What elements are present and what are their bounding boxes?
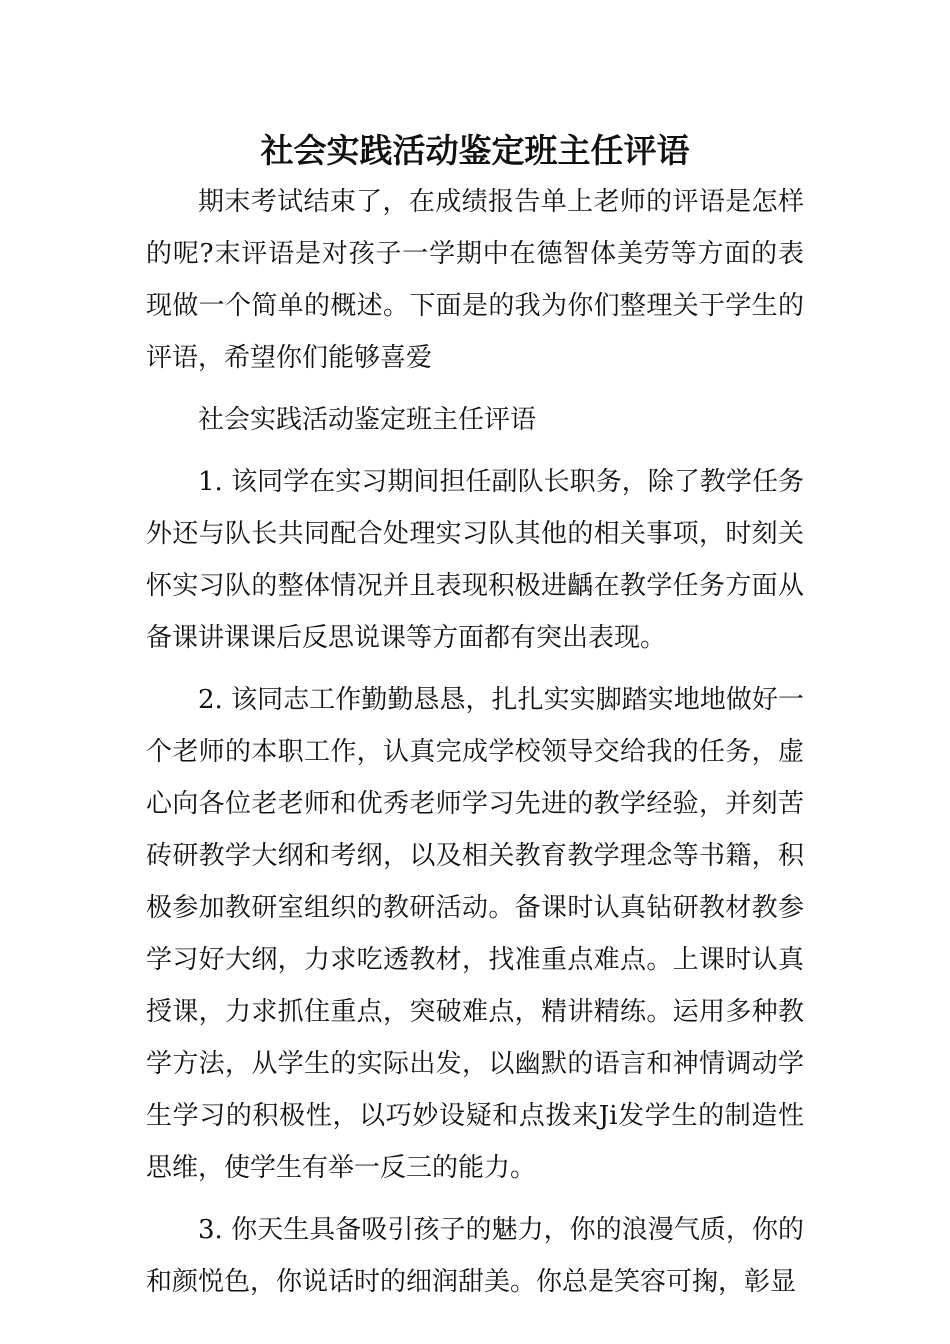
comment-item-3: 3. 你天生具备吸引孩子的魅力，你的浪漫气质，你的和颜悦色，你说话时的细润甜美。你总是笑容可掬，彰显 bbox=[146, 1215, 804, 1297]
comment-item-2: 2. 该同志工作勤勤恳恳，扎扎实实脚踏实地地做好一个老师的本职工作，认真完成学校领导交给我的任务，虚心向各位老老师和优秀老师学习先进的教学经验，并刻苦砖研教学大纲和考纲，以及相关教育教学理念等书籍，积极参加教研室组织的教研活动。备课时认真钻研教材教参学习好大纲，力求吃透教材，找准重点难点。上课时认真授课，力求抓住重点，突破难点，精讲精练。运用多种教学方法，从学生的实际出发，以幽默的语言和神情调动学生学习的积极性，以巧妙设疑和点拨来Ji发学生的制造性思维，使学生有举一反三的能力。 bbox=[146, 685, 804, 1183]
comment-item-1: 1. 该同学在实习期间担任副队长职务，除了教学任务外还与队长共同配合处理实习队其他的相关事项，时刻关怀实习队的整体情况并且表现积极进齲在教学任务方面从备课讲课课后反思说课等方面都有突出表现。 bbox=[146, 467, 804, 653]
document-title: 社会实践活动鉴定班主任评语 bbox=[260, 131, 690, 170]
document-body bbox=[146, 176, 804, 1318]
intro-paragraph: 期末考试结束了，在成绩报告单上老师的评语是怎样的呢?末评语是对孩子一学期中在德智体美劳等方面的表现做一个简单的概述。下面是的我为你们整理关于学生的评语，希望你们能够喜爱 bbox=[146, 187, 804, 373]
section-subtitle: 社会实践活动鉴定班主任评语 bbox=[198, 405, 537, 435]
